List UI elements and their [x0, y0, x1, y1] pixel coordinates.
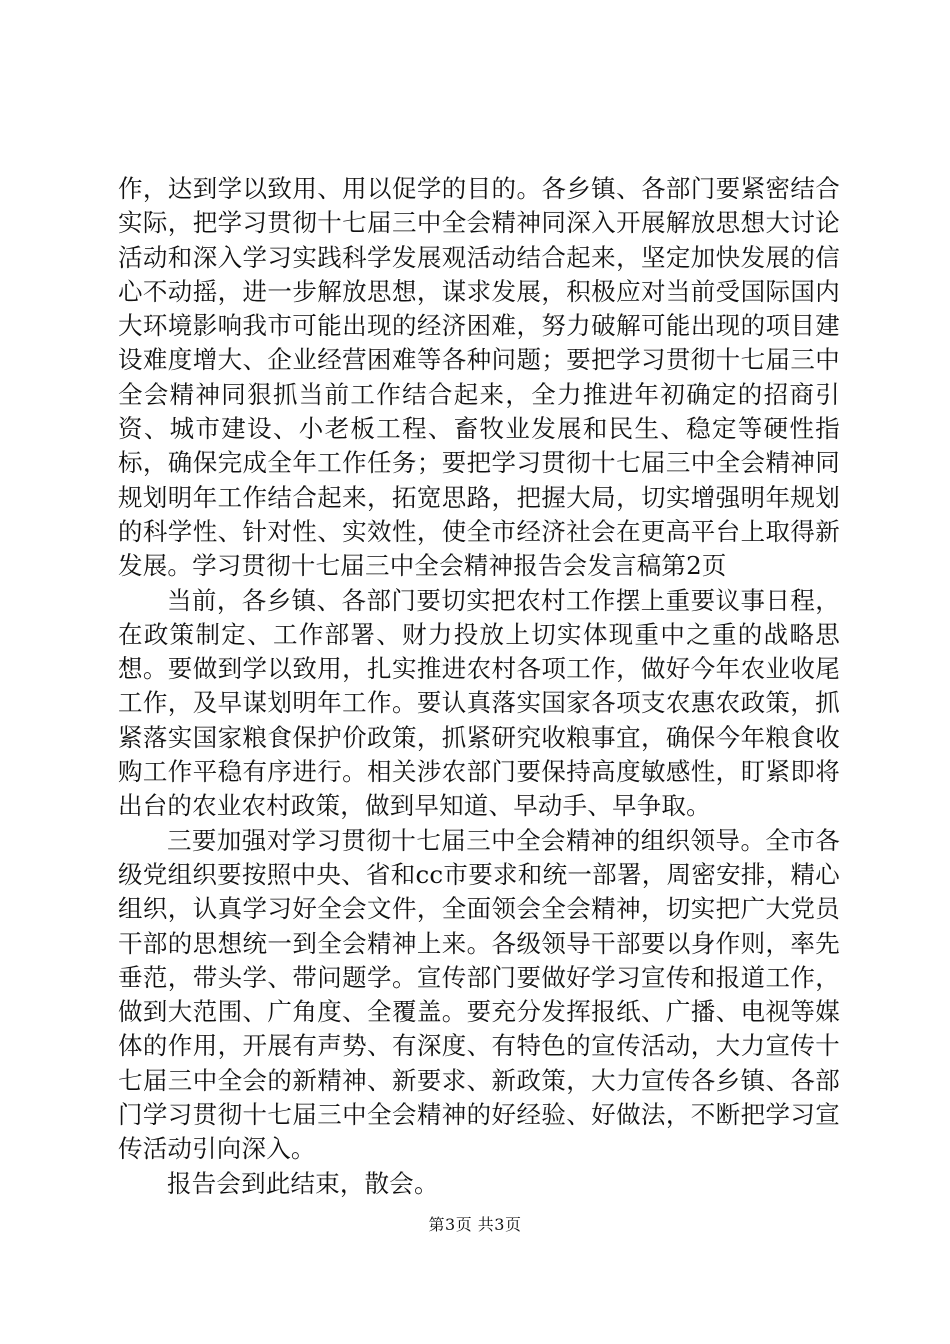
paragraph-rural-work: 当前，各乡镇、各部门要切实把农村工作摆上重要议事日程，在政策制定、工作部署、财力投放上切实体现重中之重的战略思想。要做到学以致用，扎实推进农村各项工作，做好今年农业收尾工作，及早谋划明年工作。要认真落实国家各项支农惠农政策，抓紧落实国家粮食保护价政策，抓紧研究收粮事宜，确保今年粮食收购工作平稳有序进行。相关涉农部门要保持高度敏感性，盯紧即将出台的农业农村政策，做到早知道、早动手、早争取。	[118, 585, 840, 821]
paragraph-closing: 报告会到此结束，散会。	[167, 1168, 439, 1198]
paragraph-continuation: 作，达到学以致用、用以促学的目的。各乡镇、各部门要紧密结合实际，把学习贯彻十七届三中全会精神同深入开展解放思想大讨论活动和深入学习实践科学发展观活动结合起来，坚定加快发展的信心不动摇，进一步解放思想，谋求发展，积极应对当前受国际国内大环境影响我市可能出现的经济困难，努力破解可能出现的项目建设难度增大、企业经营困难等各种问题；要把学习贯彻十七届三中全会精神同狠抓当前工作结合起来，全力推进年初确定的招商引资、城市建设、小老板工程、畜牧业发展和民生、稳定等硬性指标，确保完成全年工作任务；要把学习贯彻十七届三中全会精神同规划明年工作结合起来，拓宽思路，把握大局，切实增强明年规划的科学性、针对性、实效性，使全市经济社会在更高平台上取得新发展。学习贯彻十七届三中全会精神报告会发言稿第2页	[118, 174, 840, 581]
document-body	[118, 172, 840, 1201]
paragraph-organization-leadership: 三要加强对学习贯彻十七届三中全会精神的组织领导。全市各级党组织要按照中央、省和cc市要求和统一部署，周密安排，精心组织，认真学习好全会文件，全面领会全会精神，切实把广大党员干部的思想统一到全会精神上来。各级领导干部要以身作则，率先垂范，带头学、带问题学。宣传部门要做好学习宣传和报道工作，做到大范围、广角度、全覆盖。要充分发挥报纸、广播、电视等媒体的作用，开展有声势、有深度、有特色的宣传活动，大力宣传十七届三中全会的新精神、新要求、新政策，大力宣传各乡镇、各部门学习贯彻十七届三中全会精神的好经验、好做法，不断把学习宣传活动引向深入。	[118, 825, 840, 1164]
page-number-footer: 第3页 共3页	[428, 1215, 522, 1234]
